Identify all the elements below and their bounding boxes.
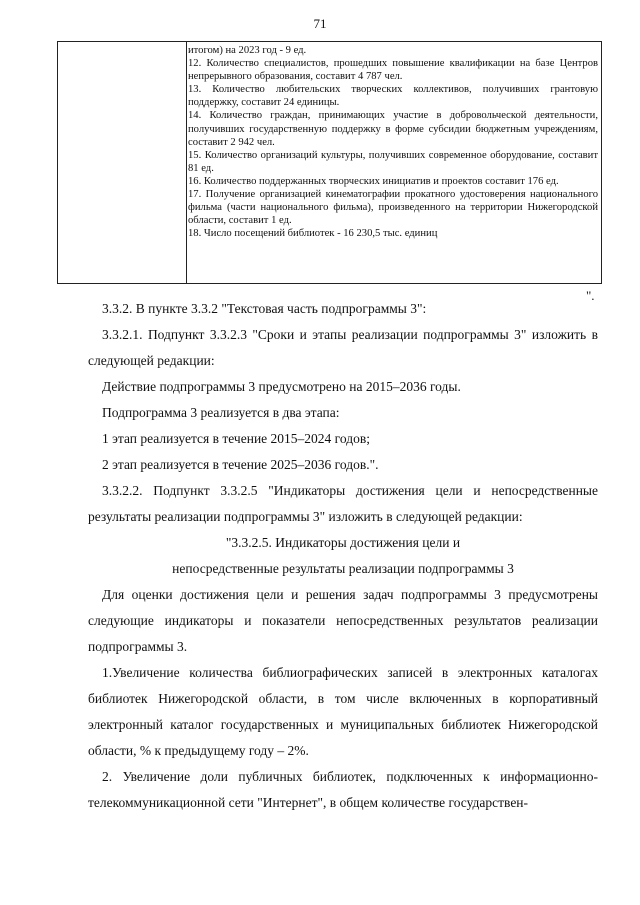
table-line: 14. Количество граждан, принимающих участие в добровольческой деятельности, получивших государственную поддержку в форме субсидии бюджетным учреждениям, составит 2 942 чел.	[188, 110, 598, 148]
paragraph-indicator-2: 2. Увеличение доли публичных библиотек, подключенных к информационно-телекоммуникационной сети "Интернет", в общем количестве государствен-	[88, 769, 598, 810]
paragraph-indicators-intro: Для оценки достижения цели и решения задач подпрограммы 3 предусмотрены следующие индикаторы и показатели непосредственных результатов реализации подпрограммы 3.	[88, 587, 598, 654]
indicators-table	[57, 41, 602, 284]
paragraph-3-3-2-1: 3.3.2.1. Подпункт 3.3.2.3 "Сроки и этапы реализации подпрограммы 3" изложить в следующей редакции:	[88, 327, 598, 368]
table-left-cell	[58, 42, 187, 283]
paragraph-indicator-1: 1.Увеличение количества библиографических записей в электронных каталогах библиотек Нижегородской области, в том числе включенных в корпоративный электронный каталог государственных и муниципальных библиотек Нижегородской области, % к предыдущему году – 2%.	[88, 665, 598, 758]
table-line: 17. Получение организацией кинематографии прокатного удостоверения национального фильма (части национального фильма), произведенного на территории Нижегородской области, составит 1 ед.	[188, 189, 598, 227]
paragraph-stage-1: 1 этап реализуется в течение 2015–2024 годов;	[102, 431, 370, 446]
table-line: 18. Число посещений библиотек - 16 230,5 тыс. единиц	[188, 228, 438, 240]
table-line: 13. Количество любительских творческих коллективов, получивших грантовую поддержку, составит 24 единицы.	[188, 84, 598, 109]
table-line: итогом) на 2023 год - 9 ед.	[188, 45, 307, 56]
paragraph-stages: Подпрограмма 3 реализуется в два этапа:	[102, 405, 340, 420]
page-number: 71	[313, 16, 327, 31]
paragraph-3-3-2-2: 3.3.2.2. Подпункт 3.3.2.5 "Индикаторы достижения цели и непосредственные результаты реализации подпрограммы 3" изложить в следующей редакции:	[88, 483, 598, 524]
paragraph-stage-2: 2 этап реализуется в течение 2025–2036 годов.".	[102, 457, 379, 472]
section-heading-line-1: "3.3.2.5. Индикаторы достижения цели и	[225, 535, 461, 550]
table-line: 16. Количество поддержанных творческих инициатив и проектов составит 176 ед.	[188, 175, 559, 187]
body-text	[88, 296, 598, 816]
section-heading-line-2: непосредственные результаты реализации подпрограммы 3	[172, 561, 514, 576]
paragraph-3-3-2: 3.3.2. В пункте 3.3.2 "Текстовая часть подпрограммы 3":	[102, 301, 427, 316]
table-right-cell	[188, 44, 598, 240]
table-line: 15. Количество организаций культуры, получивших современное оборудование, составит 81 ед.	[188, 149, 598, 174]
table-line: 12. Количество специалистов, прошедших повышение квалификации на базе Центров непрерывного образования, составит 4 787 чел.	[188, 58, 598, 83]
closing-quote: ".	[586, 288, 595, 303]
paragraph-duration: Действие подпрограммы 3 предусмотрено на 2015–2036 годы.	[102, 379, 461, 394]
